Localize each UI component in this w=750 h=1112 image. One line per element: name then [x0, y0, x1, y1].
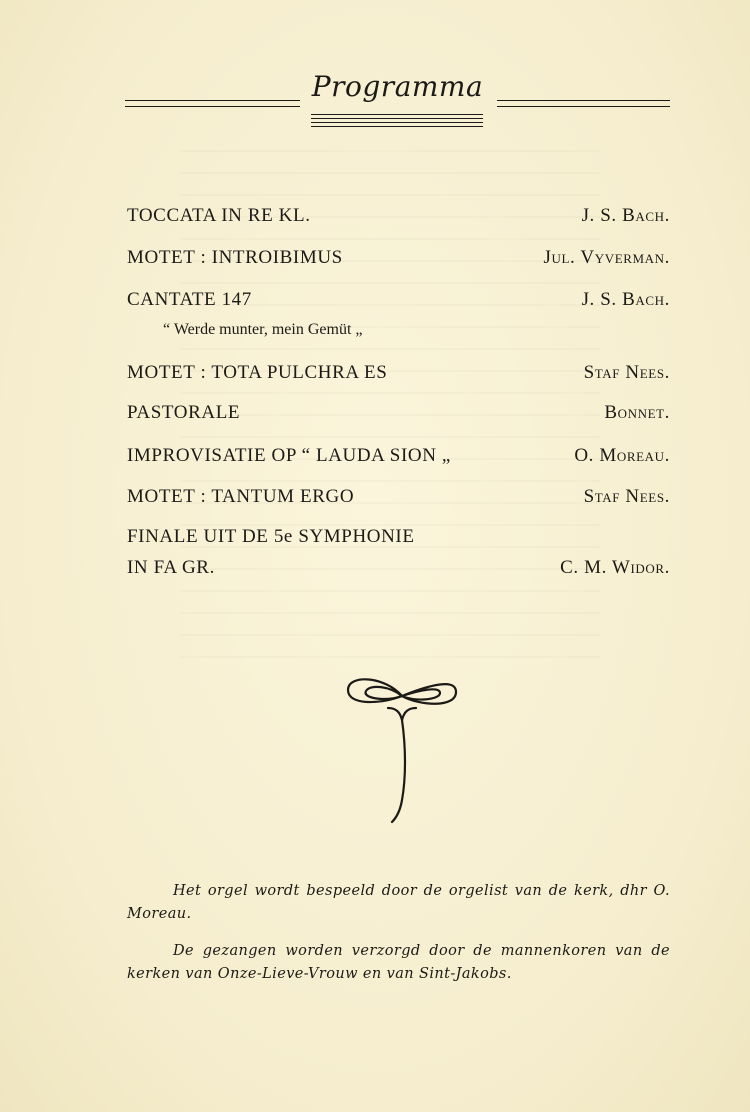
header-rule-right [497, 100, 670, 107]
piece-title: PASTORALE [127, 402, 241, 423]
program-item [127, 486, 670, 510]
composer: J. S. Bach. [581, 289, 670, 310]
program-item [127, 362, 670, 386]
composer: Bonnet. [604, 402, 670, 423]
program-item [127, 402, 670, 426]
title-underline [311, 114, 483, 130]
piece-title: CANTATE 147 [127, 289, 252, 310]
composer: Staf Nees. [583, 362, 670, 383]
piece-title: IMPROVISATIE OP “ LAUDA SION „ [127, 445, 451, 466]
composer: O. Moreau. [574, 445, 670, 466]
piece-title-line2: IN FA GR. [127, 557, 215, 578]
program-item [127, 247, 670, 271]
program-item [127, 445, 670, 469]
program-header [125, 70, 670, 132]
organist-note: Het orgel wordt bespeeld door de orgelist van de kerk, dhr O. Moreau. [127, 883, 670, 922]
program-item [127, 526, 670, 550]
program-notes [127, 880, 670, 1000]
choir-note: De gezangen worden verzorgd door de mannenkoren van de kerken van Onze-Lieve-Vrouw en van Sint-Jakobs. [127, 943, 670, 982]
piece-title: TOCCATA IN RE KL. [127, 205, 311, 226]
piece-subtitle: “ Werde munter, mein Gemüt „ [163, 321, 363, 338]
composer: C. M. Widor. [560, 557, 670, 578]
flourish-ornament-icon [340, 668, 465, 828]
piece-title: FINALE UIT DE 5e SYMPHONIE [127, 526, 415, 547]
piece-title: MOTET : TANTUM ERGO [127, 486, 355, 507]
piece-title: MOTET : TOTA PULCHRA ES [127, 362, 388, 383]
program-item [127, 289, 670, 313]
piece-title: MOTET : INTROIBIMUS [127, 247, 343, 268]
page-title: Programma [311, 70, 484, 103]
program-item [127, 205, 670, 229]
composer: Staf Nees. [583, 486, 670, 507]
composer: Jul. Vyverman. [543, 247, 670, 268]
program-item-continued [127, 557, 670, 581]
composer: J. S. Bach. [581, 205, 670, 226]
